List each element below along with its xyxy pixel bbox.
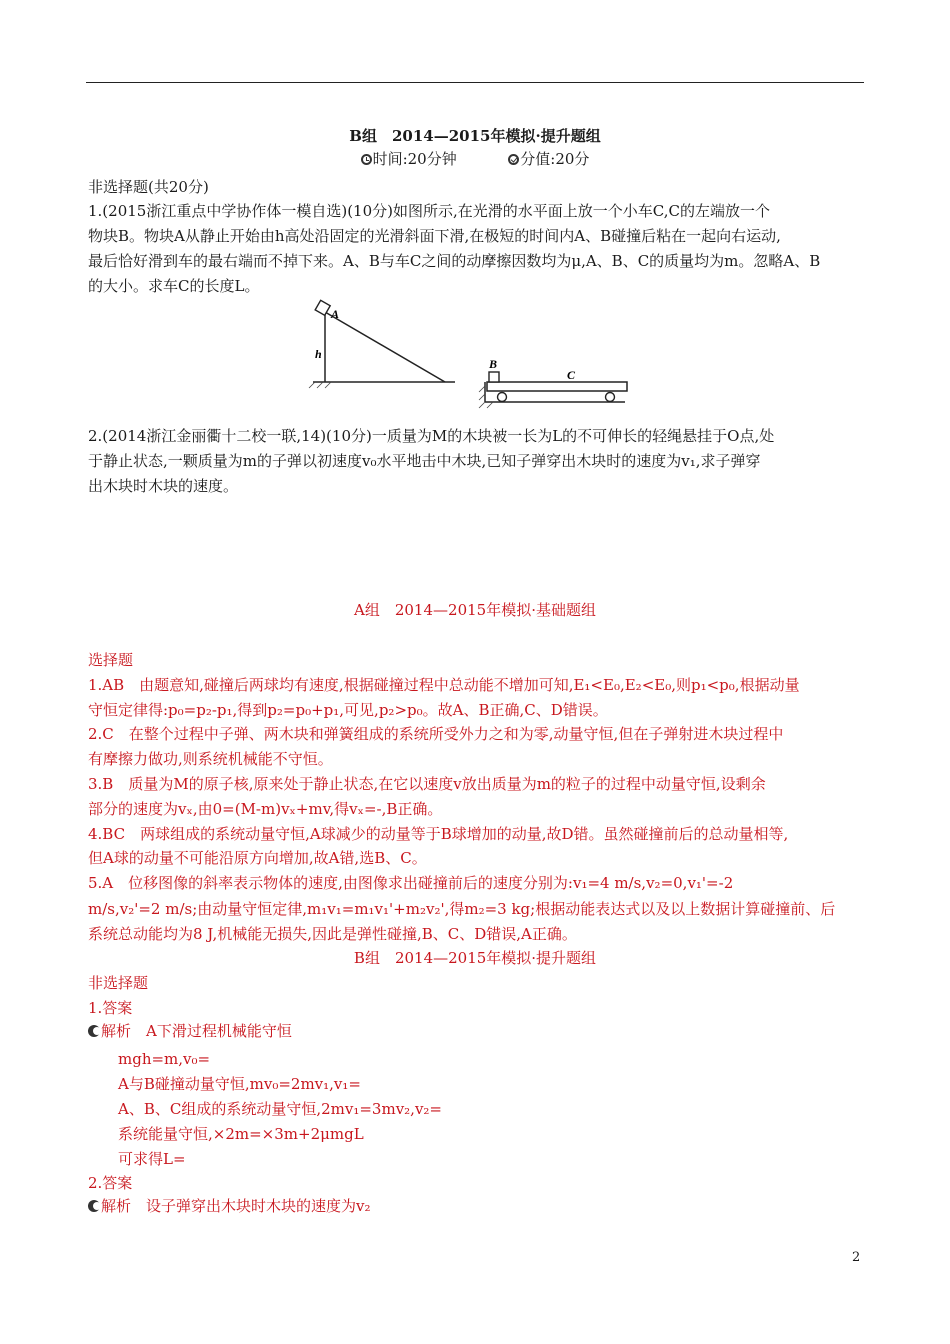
label-h: h <box>315 347 322 361</box>
clock-icon <box>361 154 372 165</box>
answer-line: 有摩擦力做功,则系统机械能不守恒。 <box>88 750 333 768</box>
answer-line: 5.A 位移图像的斜率表示物体的速度,由图像求出碰撞前后的速度分别为:v₁=4 m/s,v₂=0,v₁'=-2 <box>88 874 734 892</box>
b2-analysis: 解析 设子弹穿出木块时木块的速度为v₂ <box>88 1194 371 1218</box>
block-b <box>489 372 499 382</box>
answer-line: m/s,v₂'=2 m/s;由动量守恒定律,m₁v₁=m₁v₁'+m₂v₂',得m₂=3 kg;根据动能表达式以及以上数据计算碰撞前、后 <box>88 900 836 918</box>
answer-line: 1.AB 由题意知,碰撞后两球均有速度,根据碰撞过程中总动能不增加可知,E₁<E₀,E₂<E₀,则p₁<p₀,根据动量 <box>88 676 800 694</box>
score-label: 分值:20分 <box>520 150 590 168</box>
label-c: C <box>567 368 576 382</box>
q1-line: 的大小。求车C的长度L。 <box>88 277 260 295</box>
answers-section-a-title: A组 2014—2015年模拟·基础题组 <box>354 601 596 619</box>
answer-line: 守恒定律得:p₀=p₂-p₁,得到p₂=p₀+p₁,可见,p₂>p₀。故A、B正确,C、D错误。 <box>88 701 608 719</box>
q2-line: 出木块时木块的速度。 <box>88 477 239 495</box>
cart-wheel-left <box>498 393 507 402</box>
cart-c <box>487 382 627 391</box>
b1-step: A与B碰撞动量守恒,mv₀=2mv₁,v₁= <box>118 1075 361 1093</box>
q1-line: 物块B。物块A从静止开始由h高处沿固定的光滑斜面下滑,在极短的时间内A、B碰撞后粘在一起向右运动, <box>88 227 781 245</box>
problem-type-label: 非选择题(共20分) <box>88 178 209 196</box>
page-number: 2 <box>852 1250 861 1265</box>
q1-line: 1.(2015浙江重点中学协作体一模自选)(10分)如图所示,在光滑的水平面上放一个小车C,C的左端放一个 <box>88 202 770 220</box>
top-rule <box>86 82 864 83</box>
time-label: 时间:20分钟 <box>372 150 457 168</box>
answer-line: 3.B 质量为M的原子核,原来处于静止状态,在它以速度v放出质量为m的粒子的过程中动量守恒,设剩余 <box>88 775 766 793</box>
label-a: A <box>331 307 340 321</box>
cart-wheel-right <box>606 393 615 402</box>
b1-step: 可求得L= <box>118 1150 186 1168</box>
b1-step: 系统能量守恒,×2m=×3m+2μmgL <box>118 1125 364 1143</box>
b1-step: mgh=m,v₀= <box>118 1050 211 1068</box>
incline-slope <box>325 312 445 382</box>
b1-analysis: 解析 A下滑过程机械能守恒 <box>88 1019 292 1043</box>
section-b-title: B组 2014—2015年模拟·提升题组 <box>349 127 601 145</box>
answers-a-type: 选择题 <box>88 651 134 669</box>
b1-answer: 1.答案 <box>88 999 133 1017</box>
answers-b-type: 非选择题 <box>88 974 149 992</box>
answer-line: 系统总动能均为8 J,机械能无损失,因此是弹性碰撞,B、C、D错误,A正确。 <box>88 925 577 943</box>
answer-line: 但A球的动量不可能沿原方向增加,故A错,选B、C。 <box>88 849 427 867</box>
analysis-icon <box>88 1025 100 1037</box>
answers-section-b-title: B组 2014—2015年模拟·提升题组 <box>353 949 597 967</box>
ground-hatch-left <box>309 382 331 388</box>
analysis-icon <box>88 1200 100 1212</box>
label-b: B <box>489 357 498 371</box>
b2-answer: 2.答案 <box>88 1174 133 1192</box>
q1-line: 最后恰好滑到车的最右端而不掉下来。A、B与车C之间的动摩擦因数均为μ,A、B、C的质量均为m。忽略A、B <box>88 252 821 270</box>
answer-line: 部分的速度为vₓ,由0=(M-m)vₓ+mv,得vₓ=-,B正确。 <box>88 800 443 818</box>
b1-step: A、B、C组成的系统动量守恒,2mv₁=3mv₂,v₂= <box>118 1100 443 1118</box>
q2-line: 于静止状态,一颗质量为m的子弹以初速度v₀水平地击中木块,已知子弹穿出木块时的速度为v₁,求子弹穿 <box>88 452 761 470</box>
check-icon <box>508 154 519 165</box>
time-score-line <box>0 147 950 171</box>
answer-line: 2.C 在整个过程中子弹、两木块和弹簧组成的系统所受外力之和为零,动量守恒,但在子弹射进木块过程中 <box>88 725 784 743</box>
q2-line: 2.(2014浙江金丽衢十二校一联,14)(10分)一质量为M的木块被一长为L的不可伸长的轻绳悬挂于O点,处 <box>88 427 775 445</box>
incline-cart-diagram <box>305 298 635 410</box>
answer-line: 4.BC 两球组成的系统动量守恒,A球减少的动量等于B球增加的动量,故D错。虽然碰撞前后的总动量相等, <box>88 825 789 843</box>
